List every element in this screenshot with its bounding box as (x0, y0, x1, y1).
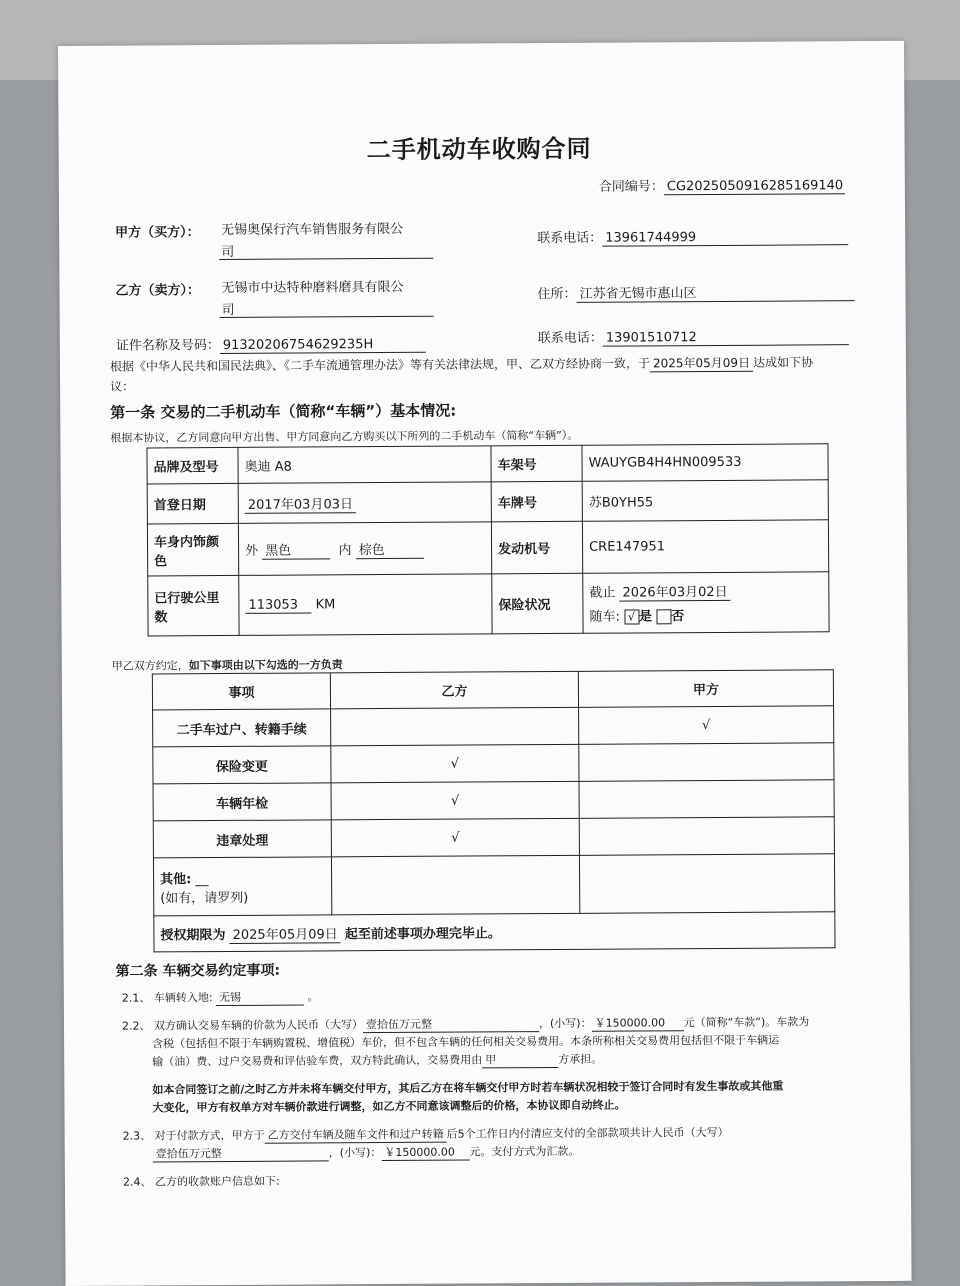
ins-until-prefix: 截止 (589, 585, 616, 601)
reg-cell (238, 482, 491, 524)
brand-label: 品牌及型号 (147, 447, 238, 484)
resp-other-b[interactable] (331, 855, 579, 915)
resp-other-cell (153, 857, 331, 916)
resp-intro-b: 如下事项由以下勾选的一方负责 (188, 658, 343, 673)
party-a-underline (219, 258, 433, 260)
auth-tail: 起至前述事项办理完毕止。 (344, 925, 501, 942)
brand-value: 奥迪 A8 (238, 446, 491, 484)
resp-header-a: 甲方 (578, 670, 833, 708)
party-b-address-row (537, 281, 854, 303)
resp-auth-cell (154, 912, 835, 952)
clause-2-3-text-c: ，(小写)： (328, 1146, 382, 1160)
clause-2-3-text-a: 对于付款方式，甲方于 (154, 1128, 265, 1143)
clause-2-1 (122, 988, 319, 1006)
clause-2-3-no: 2.3、 (122, 1129, 152, 1143)
ext-color: 黑色 (262, 539, 330, 559)
clause-2-3-lower: ￥150000.00 (381, 1144, 469, 1162)
mileage-label-2: 数 (154, 609, 168, 625)
mileage-value: 113053 (245, 597, 311, 613)
party-b-address: 江苏省无锡市惠山区 (576, 281, 854, 303)
clause-2-2-text-d: 输（油）费、过户交易费和评估验车费，双方特此确认，交易费用由 (152, 1053, 483, 1069)
resp-row (153, 780, 834, 821)
resp-other-label: 其他: (160, 871, 192, 887)
vin-value: WAUYGB4H4HN009533 (582, 444, 828, 482)
color-label-1: 车身内饰颜 (153, 534, 220, 550)
vehicle-row-reg (147, 480, 828, 524)
color-label-2: 色 (154, 553, 168, 569)
page-title: 二手机动车收购合同 (366, 134, 592, 165)
resp-other-row (153, 854, 834, 916)
engine-label: 发动机号 (491, 521, 582, 574)
engine-value: CRE147951 (582, 520, 828, 574)
clause-2-3-line2 (153, 1143, 580, 1163)
plate-value: 苏B0YH55 (582, 480, 828, 522)
clause-2-4-no: 2.4、 (122, 1175, 152, 1189)
insurance-until-row (589, 580, 822, 601)
ins-follow-prefix: 随车: (589, 609, 620, 625)
intro-text-b: 达成如下协 (753, 355, 814, 370)
resp-item: 二手车过户、转籍手续 (153, 709, 331, 747)
id-value: 91320206754629235H (220, 337, 426, 354)
clause-2-2-line3 (152, 1051, 602, 1071)
address-label: 住所： (537, 286, 577, 303)
section1-title: 第一条 交易的二手机动车（简称“车辆”）基本情况: (110, 401, 457, 422)
party-a-line2: 司 (221, 244, 235, 261)
ins-no-label: 否 (671, 609, 685, 625)
insurance-label: 保险状况 (492, 573, 583, 634)
party-b-phone-row (538, 325, 849, 347)
resp-item: 保险变更 (153, 746, 331, 784)
party-a-label: 甲方（买方）： (115, 225, 200, 241)
resp-b-cell[interactable]: √ (331, 818, 579, 857)
clause-2-2-text-a: 双方确认交易车辆的价款为人民币（大写） (153, 1018, 364, 1033)
clause-2-3-cond: 乙方交付车辆及随车文件和过户转籍 (265, 1126, 447, 1144)
resp-row (153, 817, 834, 858)
int-color: 棕色 (356, 538, 424, 558)
ins-no-checkbox[interactable] (656, 609, 671, 624)
mileage-unit: KM (315, 596, 336, 612)
resp-a-cell[interactable] (579, 743, 834, 782)
clause-2-3-upper: 壹拾伍万元整 (153, 1144, 329, 1162)
mileage-cell (239, 574, 492, 636)
ins-until-value: 2026年03月02日 (619, 581, 730, 602)
resp-auth-row (154, 912, 835, 952)
plate-label: 车牌号 (491, 481, 582, 522)
bold-para-line2: 大变化，甲方有权单方对车辆价款进行调整，如乙方不同意该调整后的价格，本协议即自动终止。 (152, 1098, 626, 1115)
auth-label: 授权期限为 (160, 927, 226, 943)
vehicle-table (146, 443, 829, 636)
resp-b-cell[interactable] (331, 707, 579, 746)
party-a-phone-row (537, 225, 848, 247)
section1-text: 根据本协议，乙方同意向甲方出售、甲方同意向乙方购买以下所列的二手机动车（简称“车辆”）。 (110, 428, 579, 445)
resp-other-value: __ (195, 871, 209, 887)
vehicle-row-brand (147, 444, 828, 484)
resp-intro-a: 甲乙双方约定， (111, 659, 189, 673)
resp-row (153, 743, 834, 784)
mileage-label (148, 575, 239, 636)
resp-item: 违章处理 (153, 820, 331, 858)
party-a-phone: 13961744999 (602, 229, 848, 247)
color-label (147, 523, 238, 576)
resp-header-item: 事项 (152, 673, 330, 710)
party-a-line1: 无锡奥保行汽车销售服务有限公 (221, 221, 404, 239)
clause-2-2-payer: 甲 (482, 1051, 558, 1068)
clause-2-2-lower: ￥150000.00 (592, 1014, 684, 1032)
clause-2-1-value: 无锡 (216, 989, 304, 1007)
intro-line1 (110, 353, 813, 375)
ins-yes-checkbox[interactable]: √ (624, 609, 639, 624)
phone-label: 联系电话： (537, 230, 603, 247)
clause-2-3-text-b: 后5个工作日内付清应支付的全部款项共计人民币（大写） (446, 1125, 729, 1141)
intro-text-a: 根据《中华人民共和国民法典》、《二手车流通管理办法》等有关法律法规，甲、乙双方经协商一致，于 (109, 356, 651, 374)
clause-2-2-no: 2.2、 (121, 1019, 151, 1033)
bold-para-line1: 如本合同签订之前/之时乙方并未将车辆交付甲方，其后乙方在将车辆交付甲方时若车辆状况相较于签订合同时有发生事故或其他重 (152, 1079, 784, 1097)
clause-2-2-upper: 壹拾伍万元整 (363, 1015, 539, 1033)
clause-2-1-text: 车辆转入地: (153, 991, 213, 1005)
resp-b-cell[interactable]: √ (331, 781, 579, 820)
resp-item: 车辆年检 (153, 783, 331, 821)
contract-paper (58, 41, 912, 1286)
auth-date: 2025年05月09日 (230, 923, 341, 944)
id-label: 证件名称及号码： (115, 338, 220, 354)
clause-2-2-text-c: 元（简称“车款”)。车款为 (683, 1015, 810, 1030)
intro-line2: 议： (110, 379, 135, 394)
clause-2-2-text-b: ，(小写)： (538, 1016, 592, 1031)
clause-2-3-text-d: 元。支付方式为汇款。 (469, 1144, 580, 1159)
reg-label: 首登日期 (147, 483, 238, 524)
section2-title: 第二条 车辆交易约定事项: (115, 962, 281, 980)
resp-a-cell[interactable] (579, 817, 834, 856)
clause-2-1-no: 2.1、 (121, 991, 151, 1005)
party-b-label: 乙方（卖方）： (115, 283, 201, 299)
vin-label: 车架号 (491, 445, 582, 482)
clause-2-4-text: 乙方的收款账户信息如下: (154, 1174, 280, 1189)
ins-yes-label: 是 (638, 609, 653, 625)
clause-2-2-line2: 含税（包括但不限于车辆购置税、增值税）车价，但不包含车辆的任何相关交易费用。本条所称相关交易费用包括但不限于车辆运 (152, 1033, 780, 1051)
clause-2-1-end: 。 (307, 990, 319, 1004)
clause-2-4 (123, 1173, 280, 1190)
contract-no (599, 174, 845, 196)
party-b-line1: 无锡市中达特种磨料磨具有限公 (221, 279, 404, 297)
ext-prefix: 外 (245, 543, 259, 559)
responsibility-table (152, 669, 836, 952)
resp-a-cell[interactable]: √ (579, 706, 834, 745)
clause-2-2-text-e: 方承担。 (558, 1052, 603, 1066)
clause-2-3-line1 (123, 1124, 729, 1145)
resp-b-cell[interactable]: √ (331, 744, 579, 783)
contract-no-label: 合同编号： (598, 179, 664, 195)
mileage-label-1: 已行驶公里 (154, 590, 220, 606)
party-b-phone: 13901510712 (603, 329, 849, 347)
party-b-underline (220, 316, 434, 318)
insurance-cell (583, 572, 829, 634)
vehicle-row-color (147, 520, 828, 576)
intro-date: 2025年05月09日 (650, 354, 753, 373)
resp-intro (112, 656, 343, 673)
resp-other-a[interactable] (579, 854, 834, 914)
resp-header-b: 乙方 (330, 671, 578, 709)
reg-value: 2017年03月03日 (245, 493, 356, 514)
phone-label-b: 联系电话： (537, 330, 603, 347)
vehicle-row-mileage (148, 572, 829, 636)
resp-other-note: (如有，请罗列) (160, 890, 249, 906)
party-b-line2: 司 (221, 302, 235, 319)
color-cell (238, 522, 491, 576)
id-row (116, 333, 426, 355)
contract-no-value: CG2025050916285169140 (664, 178, 845, 195)
insurance-follow-row (589, 604, 822, 624)
resp-a-cell[interactable] (579, 780, 834, 819)
resp-row (153, 706, 834, 747)
resp-header-row (152, 670, 833, 710)
int-prefix: 内 (338, 542, 352, 558)
